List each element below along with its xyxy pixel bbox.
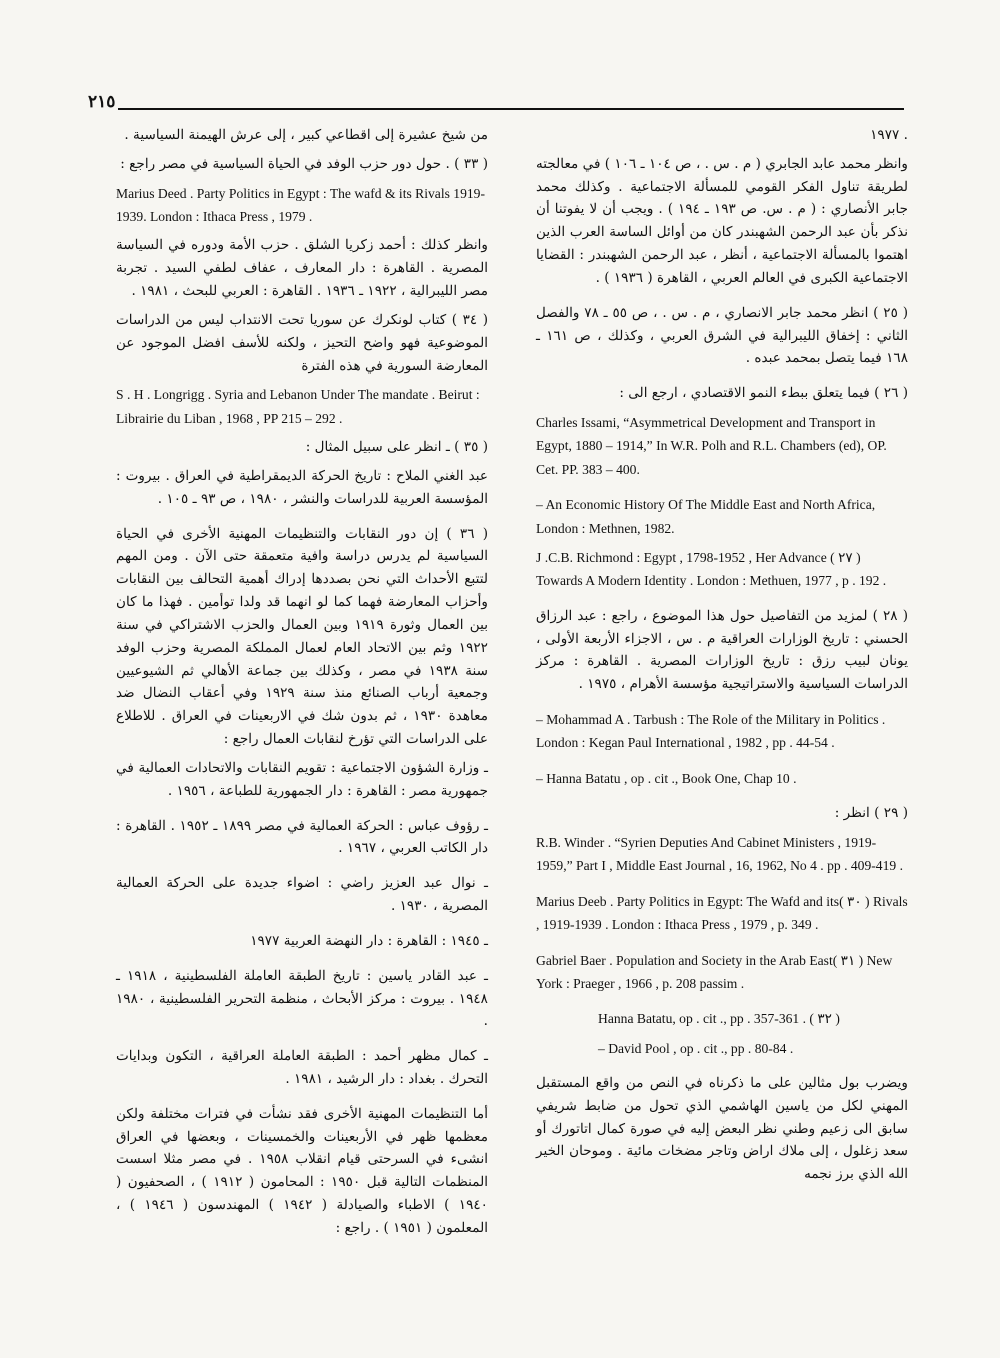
note-27: J .C.B. Richmond : Egypt , 1798-1952 , Her Advance ( ٢٧ ) Towards A Modern Identity . London : Methuen, 1977 , p . 192 .	[536, 549, 887, 589]
note-25: ( ٢٥ ) انظر محمد جابر الانصاري ، م . س . ، ص ٥٥ ـ ٧٨ والفصل الثاني : إخفاق الليبرالية في الشرق العربي ، وكذلك ، ص ١٦١ ـ ١٦٨ فيما يتصل بمحمد عبده .	[536, 304, 909, 367]
note-reference: ـ عبد القادر ياسين : تاريخ الطبقة العاملة الفلسطينية ، ١٩١٨ ـ ١٩٤٨ . بيروت : مركز الأبحاث ، منظمة التحرير الفلسطينية ، ١٩٨٠ .	[116, 967, 488, 1030]
note-31: Gabriel Baer . Population and Society in the Arab East( ٣١ ) New York : Praeger , 1966 , p. 208 passim .	[536, 952, 893, 991]
note-text: ويضرب بول مثالين على ما ذكرناه في النص من واقع المستقبل المهني لكل من ياسين الهاشمي الذي تحول من ضابط شريفي سابق الى زعيم وطني نظر البعض إليه في صورة كمال اتاتورك أو سعد زغلول ، إلى ملاك اراض وتاجر مضخات مائية . وموحان الخير الله الذي برز نجمه	[536, 1075, 908, 1183]
note-28: ( ٢٨ ) لمزيد من التفاصيل حول هذا الموضوع ، راجع : عبد الرزاق الحسني : تاريخ الوزارات العراقية م . س ، الاجزاء الأربعة الأولى ، يونان لبيب رزق : تاريخ الوزارات المصرية . القاهرة : مركز الدراسات السياسية والاستراتيجية مؤسسة الأهرام ، ١٩٧٥ .	[536, 607, 908, 693]
note-reference: ـ ١٩٤٥ : القاهرة : دار النهضة العربية ١٩٧٧	[250, 932, 488, 949]
note-reference: R.B. Winder . “Syrien Deputies And Cabinet Ministers , 1919-1959,” Part I , Middle East Journal , 16, 1962, No 4 . pp . 409-419 .	[536, 835, 903, 874]
note-reference: ـ وزارة الشؤون الاجتماعية : تقويم النقابات والاتحادات العمالية في جمهورية مصر : القاهرة : دار الجمهورية للطباعة ، ١٩٥٦ .	[116, 759, 488, 799]
note-33: ( ٣٣ ) . حول دور حزب الوفد في الحياة السياسية في مصر راجع :	[120, 155, 488, 172]
note-34: ( ٣٤ ) كتاب لونكرك عن سوريا تحت الانتداب ليس من الدراسات الموضوعية فهو واضح التحيز ، ولكنه للأسف افضل الموجود عن المعارضة السورية في هذه الفترة	[116, 311, 489, 374]
note-text: وانظر كذلك : أحمد زكريا الشلق . حزب الأمة ودوره في السياسة المصرية . القاهرة : دار المعارف ، عفاف لطفي السيد . تجربة مصر الليبرالية ، ١٩٢٢ ـ ١٩٣٦ . القاهرة : العربي للبحث ، ١٩٨١ .	[116, 237, 488, 300]
note-reference: ـ نوال عبد العزيز راضي : اضواء جديدة على الحركة العمالية المصرية ، ١٩٣٠ .	[116, 875, 488, 915]
note-reference: Charles Issami, “Asymmetrical Development and Transport in Egypt, 1880 – 1914,” In W.R. Polh and R.L. Chambers (ed), OP. Cet. PP. 383 – 400.	[536, 415, 887, 477]
note-35: ( ٣٥ ) ـ انظر على سبيل المثال :	[305, 439, 488, 456]
header-rule	[118, 108, 904, 110]
right-column	[536, 124, 908, 1192]
note-text: وانظر محمد عابد الجابري ( م . س . ، ص ١٠٤ ـ ١٠٦ ) في معالجته لطريقة تناول الفكر القومي للمسألة الاجتماعية . وكذلك محمد جابر الأنصاري : ( م . س. ص ١٩٣ ـ ١٩٤ ) . ويجب أن لا يفوتنا أن نذكر بأن عبد الرحمن الشهبندر كان من أوائل الساسة العرب الذين اهتموا بالمسألة الاجتماعية ، أنظر ، عبد الرحمن الشهبندر : القضايا الاجتماعية الكبرى في العالم العربي ، القاهرة ( ١٩٣٦ ) .	[536, 155, 908, 286]
note-29: ( ٢٩ ) انظر :	[834, 805, 908, 822]
note-26: ( ٢٦ ) فيما يتعلق ببطء النمو الاقتصادي ، ارجع الى :	[619, 385, 908, 402]
note-reference: Marius Deed . Party Politics in Egypt : The wafd & its Rivals 1919-1939. London : Ithaca Press , 1979 .	[116, 185, 486, 225]
left-column	[116, 124, 488, 1246]
note-text: عبد الغني الملاح : تاريخ الحركة الديمقراطية في العراق . بيروت : المؤسسة العربية للدراسات والنشر ، ١٩٨٠ ، ص ٩٣ ـ ١٠٥ .	[116, 467, 488, 507]
note-text: . ١٩٧٧	[870, 127, 908, 143]
note-36: ( ٣٦ ) إن دور النقابات والتنظيمات المهنية الأخرى في الحياة السياسية لم يدرس دراسة وافية متعمقة حتى الآن . ومن المهم لتتبع الأحداث التي نحن بصددها إدراك أهمية التحالف بين النقابات وأحزاب المعارضة فهما كما لو انهما قد ولدا توأمين . فهذا ما كان بين العمال وثورة ١٩١٩ وبين العمال والحزب الاشتراكي في سنة ١٩٢٢ وثم بين الاتحاد العام لعمال المملكة المصرية وحزب الوفد سنة ١٩٣٨ في مصر ، وكذلك بين جماعة الأهالي ثم الشيوعيين وجمعية أرباب الصنائع منذ سنة ١٩٢٩ وفي أعقاب النضال ضد معاهدة ١٩٣٠ ، ثم بدون شك في الاربعينات في العراق . للاطلاع على الدراسات التي تؤرخ لنقابات العمال راجع :	[116, 525, 489, 748]
note-32: Hanna Batatu, op . cit ., pp . 357-361 . ( ٣٢ )	[598, 1011, 840, 1027]
note-30: Marius Deeb . Party Politics in Egypt: The Wafd and its( ٣٠ ) Rivals , 1919-1939 . London : Ithaca Press , 1979 , p. 349 .	[536, 893, 908, 933]
page-number: ٢١٥	[88, 92, 116, 112]
note-reference: ـ رؤوف عباس : الحركة العمالية في مصر ١٨٩٩ ـ ١٩٥٢ . القاهرة : دار الكاتب العربي ، ١٩٦٧ .	[116, 817, 489, 857]
note-reference: – An Economic History Of The Middle East and North Africa, London : Methnen, 1982.	[536, 497, 876, 536]
note-text: من شيخ عشيرة إلى اقطاعي كبير ، إلى عرش الهيمنة السياسية .	[124, 127, 488, 143]
note-reference: – Mohammad A . Tarbush : The Role of the Military in Politics . London : Kegan Paul International , 1982 , pp . 44-54 .	[536, 712, 886, 751]
note-reference: ـ كمال مظهر أحمد : الطبقة العاملة العراقية ، التكون وبدايات التحرك . بغداد : دار الرشيد ، ١٩٨١ .	[116, 1048, 488, 1087]
note-text: أما التنظيمات المهنية الأخرى فقد نشأت في فترات مختلفة ولكن معظمها ظهر في الأربعينات والخمسينات ، وبعضها في العراق انشىء في السرحتى قيام انقلاب ١٩٥٨ . في مصر مثلا اسست المنظمات التالية قبل ١٩٥٠ : المحامون ( ١٩١٢ ) ، الصحفيون ( ١٩٤٠ ) الاطباء والصيادلة ( ١٩٤٢ ) المهندسون ( ١٩٤٦ ) ، المعلمون ( ١٩٥١ ) . راجع :	[116, 1105, 489, 1236]
note-reference: – Hanna Batatu , op . cit ., Book One, Chap 10 .	[536, 770, 797, 786]
note-reference: S . H . Longrigg . Syria and Lebanon Under The mandate . Beirut : Librairie du Liban , 1968 , PP 215 – 292 .	[116, 387, 480, 426]
note-reference: – David Pool , op . cit ., pp . 80-84 .	[598, 1040, 794, 1056]
